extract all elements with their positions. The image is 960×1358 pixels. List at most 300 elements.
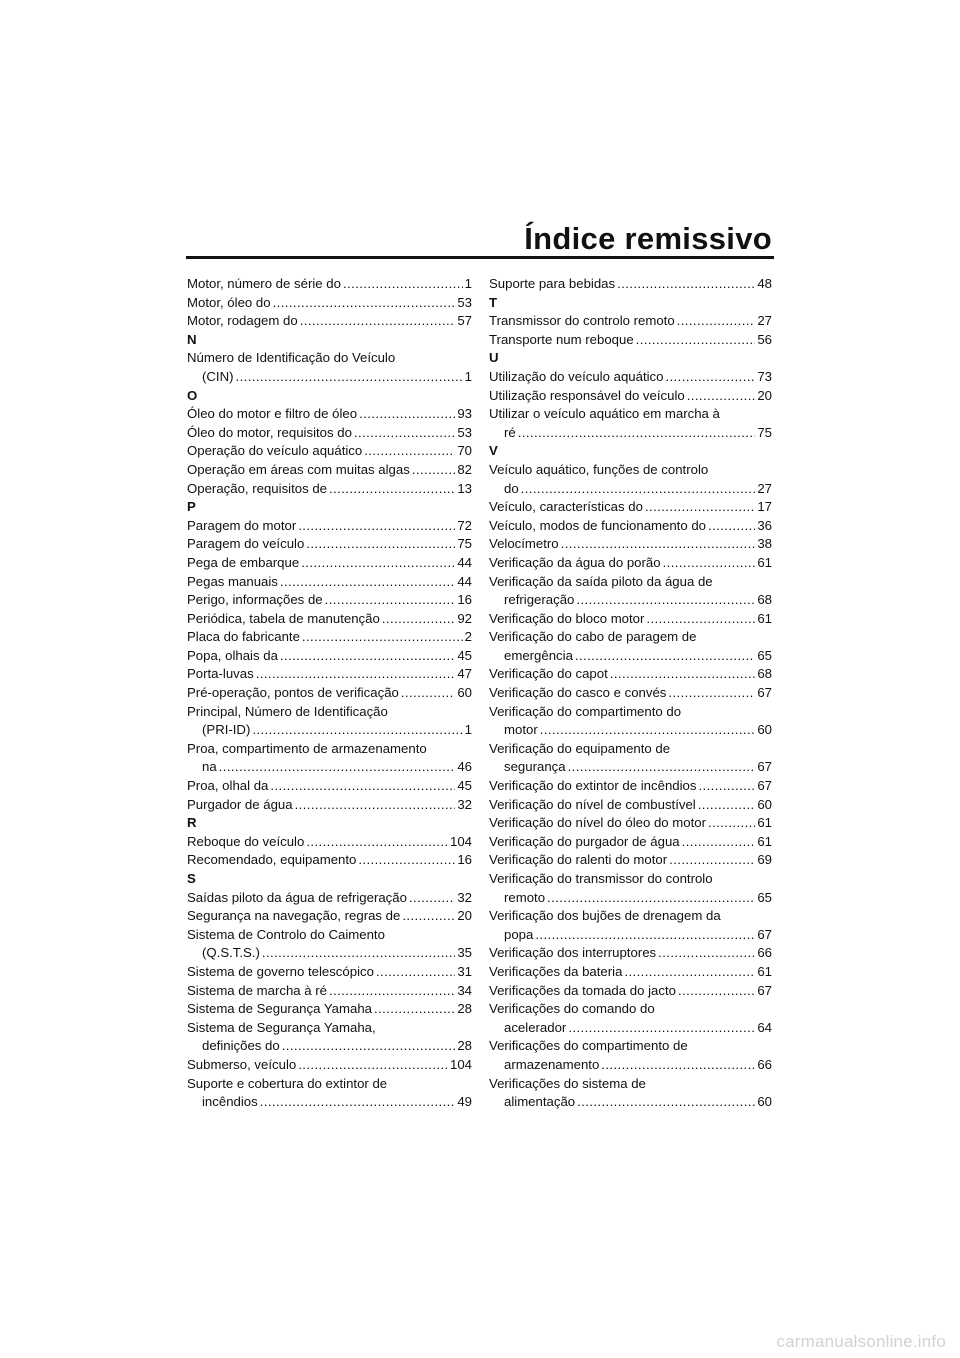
index-entry-line bbox=[187, 275, 472, 294]
index-entry[interactable] bbox=[489, 517, 772, 536]
index-entry-page: 65 bbox=[757, 647, 772, 663]
index-entry[interactable] bbox=[489, 740, 772, 777]
dot-leader bbox=[325, 591, 456, 610]
index-entry[interactable] bbox=[489, 814, 772, 833]
index-entry-text: (CIN) bbox=[202, 368, 234, 384]
index-entry-line bbox=[489, 610, 772, 629]
dot-leader bbox=[354, 424, 455, 443]
index-entry-text: Verificações da bateria bbox=[489, 963, 623, 979]
index-entry-text: Motor, número de série do bbox=[187, 276, 341, 291]
index-entry-text: Verificação do capot bbox=[489, 666, 608, 682]
index-entry-text: Verificações do sistema de bbox=[489, 1075, 646, 1091]
index-entry-text: Verificação do compartimento do bbox=[489, 703, 682, 719]
index-letter-heading: T bbox=[489, 294, 498, 310]
index-entry-text: Motor, rodagem do bbox=[187, 313, 298, 329]
index-entry-line bbox=[489, 331, 772, 350]
index-entry[interactable] bbox=[187, 294, 472, 313]
dot-leader bbox=[677, 312, 756, 331]
index-entry[interactable] bbox=[489, 387, 772, 406]
index-entry[interactable] bbox=[187, 833, 472, 852]
index-entry[interactable] bbox=[489, 963, 772, 982]
index-entry-page: 61 bbox=[757, 815, 772, 831]
index-entry-text: do bbox=[504, 480, 519, 496]
dot-leader bbox=[300, 312, 456, 331]
index-entry-line bbox=[187, 573, 472, 592]
index-entry-line bbox=[489, 684, 772, 703]
dot-leader bbox=[682, 833, 756, 852]
index-entry[interactable] bbox=[489, 275, 772, 294]
index-entry-text: Suporte e cobertura do extintor de bbox=[187, 1075, 388, 1091]
index-entry[interactable] bbox=[489, 851, 772, 870]
index-letter-heading: N bbox=[187, 331, 197, 347]
index-entry-text: Pré-operação, pontos de verificação bbox=[187, 685, 399, 701]
index-entry-text: Paragem do motor bbox=[187, 517, 297, 533]
index-entry[interactable] bbox=[187, 889, 472, 908]
index-entry-page: 65 bbox=[757, 889, 772, 905]
dot-leader bbox=[663, 554, 756, 573]
dot-leader bbox=[576, 591, 755, 610]
dot-leader bbox=[518, 424, 756, 443]
index-entry-line bbox=[489, 517, 772, 536]
index-letter-heading: V bbox=[489, 443, 498, 459]
index-entry-text: refrigeração bbox=[504, 592, 575, 608]
index-entry-line bbox=[489, 796, 772, 815]
index-entry[interactable] bbox=[187, 535, 472, 554]
index-entry-line bbox=[187, 1093, 472, 1112]
index-entry[interactable] bbox=[187, 1056, 472, 1075]
index-entry-line bbox=[187, 480, 472, 499]
index-entry-line bbox=[489, 926, 772, 945]
index-entry-text: Proa, compartimento de armazenamento bbox=[187, 740, 427, 756]
index-entry-text: Verificação dos interruptores bbox=[489, 945, 657, 961]
index-entry-page: 64 bbox=[757, 1019, 772, 1035]
index-entry-line bbox=[187, 554, 472, 573]
index-entry[interactable] bbox=[187, 1000, 472, 1019]
index-entry-page: 46 bbox=[457, 759, 472, 775]
index-entry-page: 53 bbox=[457, 294, 472, 310]
index-entry[interactable] bbox=[489, 535, 772, 554]
index-entry-text: Sistema de Segurança Yamaha, bbox=[187, 1019, 376, 1035]
index-entry[interactable] bbox=[187, 442, 472, 461]
index-entry-text: Proa, olhal da bbox=[187, 778, 269, 794]
index-entry-line bbox=[489, 870, 772, 889]
index-entry[interactable] bbox=[489, 684, 772, 703]
watermark: carmanualsonline.info bbox=[776, 1332, 946, 1351]
dot-leader bbox=[698, 796, 756, 815]
index-entry-page: 2 bbox=[464, 629, 472, 645]
dot-leader bbox=[270, 777, 455, 796]
dot-leader bbox=[298, 1056, 448, 1075]
index-entry[interactable] bbox=[489, 907, 772, 944]
dot-leader bbox=[521, 480, 756, 499]
index-entry-page: 67 bbox=[757, 759, 772, 775]
index-entry-text: Perigo, informações de bbox=[187, 592, 323, 608]
index-entry[interactable] bbox=[489, 405, 772, 442]
index-entry-line bbox=[489, 665, 772, 684]
dot-leader bbox=[645, 498, 755, 517]
dot-leader bbox=[646, 610, 755, 629]
index-entry[interactable] bbox=[187, 480, 472, 499]
index-entry-page: 69 bbox=[757, 852, 772, 868]
index-entry-text: popa bbox=[504, 926, 534, 942]
index-entry-text: Transporte num reboque bbox=[489, 331, 634, 347]
index-entry-page: 57 bbox=[457, 313, 472, 329]
index-entry-text: Operação em áreas com muitas algas bbox=[187, 461, 410, 477]
index-entry-text: Número de Identificação do Veículo bbox=[187, 350, 396, 366]
index-entry-line bbox=[489, 1056, 772, 1075]
index-entry-line bbox=[187, 889, 472, 908]
index-entry-text: Purgador de água bbox=[187, 796, 293, 812]
index-entry-line bbox=[489, 833, 772, 852]
index-entry-text: Porta-luvas bbox=[187, 666, 254, 682]
index-entry-line bbox=[489, 703, 772, 722]
index-entry-text: Verificação do cabo de paragem de bbox=[489, 629, 697, 645]
index-entry-page: 32 bbox=[457, 796, 472, 812]
index-entry-text: Veículo aquático, funções de controlo bbox=[489, 461, 709, 477]
index-entry[interactable] bbox=[187, 275, 472, 294]
index-entry-text: acelerador bbox=[504, 1019, 567, 1035]
index-entry-text: Pegas manuais bbox=[187, 573, 278, 589]
dot-leader bbox=[547, 889, 755, 908]
index-entry[interactable] bbox=[187, 740, 472, 777]
index-entry-line bbox=[489, 275, 772, 294]
index-entry-page: 1 bbox=[464, 722, 472, 738]
index-entry-text: Verificação do casco e convés bbox=[489, 685, 667, 701]
index-entry-line bbox=[489, 777, 772, 796]
index-entry-line bbox=[187, 777, 472, 796]
index-entry-text: Óleo do motor, requisitos do bbox=[187, 424, 352, 440]
index-entry-line bbox=[489, 461, 772, 480]
index-entry-page: 31 bbox=[457, 963, 472, 979]
index-entry[interactable] bbox=[187, 703, 472, 740]
index-entry-page: 45 bbox=[457, 778, 472, 794]
index-entry[interactable] bbox=[489, 573, 772, 610]
index-entry-text: Sistema de Controlo do Caimento bbox=[187, 926, 385, 942]
dot-leader bbox=[577, 1093, 755, 1112]
index-entry-page: 104 bbox=[449, 1056, 472, 1072]
index-entry-text: Verificação do transmissor do controlo bbox=[489, 871, 713, 886]
index-entry-line bbox=[187, 721, 472, 740]
index-entry[interactable] bbox=[489, 331, 772, 350]
index-entry-text: Verificação dos bujões de drenagem da bbox=[489, 908, 721, 924]
index-entry-text: (Q.S.T.S.) bbox=[202, 945, 260, 961]
index-entry[interactable] bbox=[187, 424, 472, 443]
index-entry-text: Veículo, modos de funcionamento do bbox=[489, 517, 707, 533]
index-entry-line bbox=[489, 907, 772, 926]
dot-leader bbox=[329, 480, 455, 499]
index-entry[interactable] bbox=[489, 982, 772, 1001]
dot-leader bbox=[329, 982, 455, 1001]
index-entry-text: Placa do fabricante bbox=[187, 629, 300, 645]
index-entry-page: 66 bbox=[757, 1056, 772, 1072]
index-entry[interactable] bbox=[187, 665, 472, 684]
index-entry[interactable] bbox=[187, 1019, 472, 1056]
index-entry[interactable] bbox=[489, 1037, 772, 1074]
index-entry-line bbox=[187, 535, 472, 554]
index-entry-line bbox=[489, 573, 772, 592]
index-entry-page: 16 bbox=[457, 592, 472, 608]
index-entry-page: 20 bbox=[757, 387, 772, 403]
index-entry-page: 67 bbox=[757, 982, 772, 998]
index-entry[interactable] bbox=[489, 312, 772, 331]
title-rule bbox=[186, 256, 774, 259]
index-entry[interactable] bbox=[187, 591, 472, 610]
index-entry[interactable] bbox=[489, 944, 772, 963]
index-entry-line bbox=[187, 926, 472, 945]
index-entry[interactable] bbox=[187, 684, 472, 703]
index-entry-line bbox=[187, 294, 472, 313]
index-entry[interactable] bbox=[187, 796, 472, 815]
index-entry-line bbox=[187, 368, 472, 387]
index-entry-text: Suporte para bebidas bbox=[489, 276, 616, 291]
index-entry-page: 13 bbox=[457, 480, 472, 496]
index-entry-text: Periódica, tabela de manutenção bbox=[187, 610, 380, 626]
index-entry[interactable] bbox=[187, 851, 472, 870]
index-entry[interactable] bbox=[187, 926, 472, 963]
index-entry[interactable] bbox=[489, 610, 772, 629]
dot-leader bbox=[401, 684, 455, 703]
dot-leader bbox=[256, 665, 456, 684]
index-entry-text: Segurança na navegação, regras de bbox=[187, 908, 401, 924]
index-entry-page: 48 bbox=[757, 276, 772, 291]
index-entry-line bbox=[187, 907, 472, 926]
index-entry[interactable] bbox=[187, 517, 472, 536]
index-entry-text: Utilização do veículo aquático bbox=[489, 368, 664, 384]
index-entry-text: Paragem do veículo bbox=[187, 536, 305, 552]
dot-leader bbox=[358, 851, 455, 870]
dot-leader bbox=[302, 628, 463, 647]
index-entry-line bbox=[187, 665, 472, 684]
page-title: Índice remissivo bbox=[524, 221, 772, 256]
index-entry-line bbox=[187, 963, 472, 982]
index-entry-line bbox=[489, 628, 772, 647]
index-entry-line bbox=[187, 944, 472, 963]
dot-leader bbox=[698, 777, 755, 796]
index-entry-text: Verificação do nível de combustível bbox=[489, 796, 696, 812]
index-entry-text: Verificação do purgador de água bbox=[489, 833, 680, 849]
index-entry-page: 82 bbox=[457, 461, 472, 477]
dot-leader bbox=[359, 405, 455, 424]
dot-leader bbox=[282, 1037, 456, 1056]
dot-leader bbox=[636, 331, 756, 350]
index-entry-line bbox=[187, 1037, 472, 1056]
index-entry-line bbox=[187, 1019, 472, 1038]
dot-leader bbox=[665, 368, 755, 387]
dot-leader bbox=[561, 535, 756, 554]
index-entry[interactable] bbox=[489, 665, 772, 684]
index-entry-line bbox=[489, 312, 772, 331]
index-entry-page: 35 bbox=[457, 945, 472, 961]
index-entry-text: Pega de embarque bbox=[187, 554, 300, 570]
dot-leader bbox=[301, 554, 455, 573]
index-entry[interactable] bbox=[187, 554, 472, 573]
index-entry[interactable] bbox=[489, 870, 772, 907]
dot-leader bbox=[376, 963, 455, 982]
index-letter-heading: P bbox=[187, 499, 196, 515]
index-entry-text: Operação do veículo aquático bbox=[187, 443, 363, 459]
index-entry[interactable] bbox=[187, 982, 472, 1001]
index-entry[interactable] bbox=[489, 703, 772, 740]
index-entry-text: Popa, olhais da bbox=[187, 647, 278, 663]
index-entry-line bbox=[187, 684, 472, 703]
index-entry-line bbox=[489, 498, 772, 517]
index-entry-text: Verificação da saída piloto da água de bbox=[489, 573, 713, 589]
index-entry-text: Utilizar o veículo aquático em marcha à bbox=[489, 406, 720, 422]
dot-leader bbox=[610, 665, 756, 684]
dot-leader bbox=[402, 907, 455, 926]
index-column-left bbox=[187, 275, 472, 1112]
index-entry-page: 70 bbox=[457, 443, 472, 459]
index-entry-page: 16 bbox=[457, 852, 472, 868]
index-entry-page: 104 bbox=[449, 833, 472, 849]
index-letter-heading: S bbox=[187, 871, 196, 886]
index-entry-page: 27 bbox=[757, 480, 772, 496]
index-entry[interactable] bbox=[187, 610, 472, 629]
index-entry-line bbox=[489, 740, 772, 759]
index-entry-text: Submerso, veículo bbox=[187, 1056, 297, 1072]
index-entry-line bbox=[489, 889, 772, 908]
dot-leader bbox=[252, 721, 462, 740]
index-entry-line bbox=[489, 758, 772, 777]
index-entry-page: 61 bbox=[757, 554, 772, 570]
index-entry-line bbox=[187, 312, 472, 331]
index-entry-text: Verificação do ralenti do motor bbox=[489, 852, 668, 868]
dot-leader bbox=[298, 517, 455, 536]
dot-leader bbox=[306, 535, 455, 554]
index-entry-page: 67 bbox=[757, 778, 772, 794]
index-entry-page: 60 bbox=[757, 796, 772, 812]
index-entry-page: 66 bbox=[757, 945, 772, 961]
index-entry-line bbox=[489, 405, 772, 424]
index-entry-line bbox=[489, 851, 772, 870]
dot-leader bbox=[280, 647, 455, 666]
dot-leader bbox=[295, 796, 456, 815]
index-entry[interactable] bbox=[489, 796, 772, 815]
index-entry-text: Óleo do motor e filtro de óleo bbox=[187, 406, 358, 422]
index-letter-heading: R bbox=[187, 815, 197, 831]
index-letter-heading: O bbox=[187, 387, 198, 403]
index-entry[interactable] bbox=[187, 1075, 472, 1112]
index-entry-line bbox=[489, 1000, 772, 1019]
index-column-right bbox=[489, 275, 772, 1112]
index-entry[interactable] bbox=[187, 405, 472, 424]
index-entry-page: 68 bbox=[757, 666, 772, 682]
dot-leader bbox=[668, 684, 755, 703]
index-entry-text: alimentação bbox=[504, 1094, 576, 1110]
index-entry-page: 38 bbox=[757, 536, 772, 552]
index-entry-page: 67 bbox=[757, 685, 772, 701]
index-entry-text: (PRI-ID) bbox=[202, 722, 251, 738]
index-entry-text: na bbox=[202, 759, 217, 775]
index-entry[interactable] bbox=[489, 1075, 772, 1112]
index-entry[interactable] bbox=[187, 777, 472, 796]
dot-leader bbox=[280, 573, 455, 592]
index-entry-text: ré bbox=[504, 424, 516, 440]
dot-leader bbox=[343, 275, 463, 294]
dot-leader bbox=[260, 1093, 456, 1112]
index-entry-text: armazenamento bbox=[504, 1056, 600, 1072]
index-entry[interactable] bbox=[489, 628, 772, 665]
index-entry-text: Recomendado, equipamento bbox=[187, 852, 357, 868]
index-entry[interactable] bbox=[489, 498, 772, 517]
index-entry-text: Verificação da água do porão bbox=[489, 554, 661, 570]
index-entry-line bbox=[187, 982, 472, 1001]
index-entry-line bbox=[187, 796, 472, 815]
index-entry-text: Sistema de governo telescópico bbox=[187, 963, 374, 979]
index-entry-text: incêndios bbox=[202, 1094, 258, 1110]
index-entry-text: Transmissor do controlo remoto bbox=[489, 313, 675, 329]
index-entry-page: 36 bbox=[757, 517, 772, 533]
index-entry-line bbox=[187, 405, 472, 424]
index-entry[interactable] bbox=[187, 647, 472, 666]
index-entry-text: Utilização responsável do veículo bbox=[489, 387, 685, 403]
index-entry-text: emergência bbox=[504, 647, 573, 663]
index-entry[interactable] bbox=[187, 573, 472, 592]
index-entry-line bbox=[489, 387, 772, 406]
index-entry-line bbox=[489, 647, 772, 666]
index-entry-line bbox=[187, 647, 472, 666]
index-entry-page: 75 bbox=[757, 424, 772, 440]
index-entry-line bbox=[187, 1056, 472, 1075]
index-entry-line bbox=[489, 368, 772, 387]
index-entry[interactable] bbox=[489, 461, 772, 498]
dot-leader bbox=[382, 610, 456, 629]
index-entry-line bbox=[187, 424, 472, 443]
index-entry-text: Veículo, características do bbox=[489, 499, 643, 515]
index-entry-line bbox=[489, 721, 772, 740]
index-entry-line bbox=[489, 1075, 772, 1094]
index-entry-line bbox=[489, 944, 772, 963]
dot-leader bbox=[658, 944, 755, 963]
index-entry-line bbox=[187, 1000, 472, 1019]
index-entry-page: 1 bbox=[464, 276, 472, 291]
index-entry-text: Velocímetro bbox=[489, 536, 559, 552]
index-entry[interactable] bbox=[187, 349, 472, 386]
index-entry-line bbox=[489, 424, 772, 443]
index-entry-text: Motor, óleo do bbox=[187, 294, 271, 310]
index-entry-line bbox=[489, 1037, 772, 1056]
index-entry[interactable] bbox=[489, 368, 772, 387]
index-entry-line bbox=[489, 554, 772, 573]
index-entry-page: 73 bbox=[757, 368, 772, 384]
index-entry-page: 60 bbox=[757, 1094, 772, 1110]
index-entry-page: 45 bbox=[457, 647, 472, 663]
index-entry-line bbox=[187, 628, 472, 647]
index-entry-page: 44 bbox=[457, 573, 472, 589]
index-entry[interactable] bbox=[187, 963, 472, 982]
index-entry-page: 60 bbox=[457, 685, 472, 701]
index-entry[interactable] bbox=[489, 554, 772, 573]
index-entry[interactable] bbox=[187, 312, 472, 331]
index-entry[interactable] bbox=[187, 461, 472, 480]
index-entry[interactable] bbox=[489, 777, 772, 796]
index-entry[interactable] bbox=[187, 628, 472, 647]
dot-leader bbox=[364, 442, 455, 461]
index-entry-page: 61 bbox=[757, 610, 772, 626]
index-entry[interactable] bbox=[489, 1000, 772, 1037]
index-entry-line bbox=[489, 1093, 772, 1112]
dot-leader bbox=[708, 814, 755, 833]
index-entry[interactable] bbox=[489, 833, 772, 852]
index-entry-text: Verificação do nível do óleo do motor bbox=[489, 815, 706, 831]
index-entry-line bbox=[187, 833, 472, 852]
dot-leader bbox=[409, 889, 455, 908]
dot-leader bbox=[617, 275, 755, 294]
dot-leader bbox=[540, 721, 756, 740]
index-entry-text: Verificação do equipamento de bbox=[489, 740, 671, 756]
index-entry[interactable] bbox=[187, 907, 472, 926]
index-entry-text: Verificações do compartimento de bbox=[489, 1038, 688, 1054]
